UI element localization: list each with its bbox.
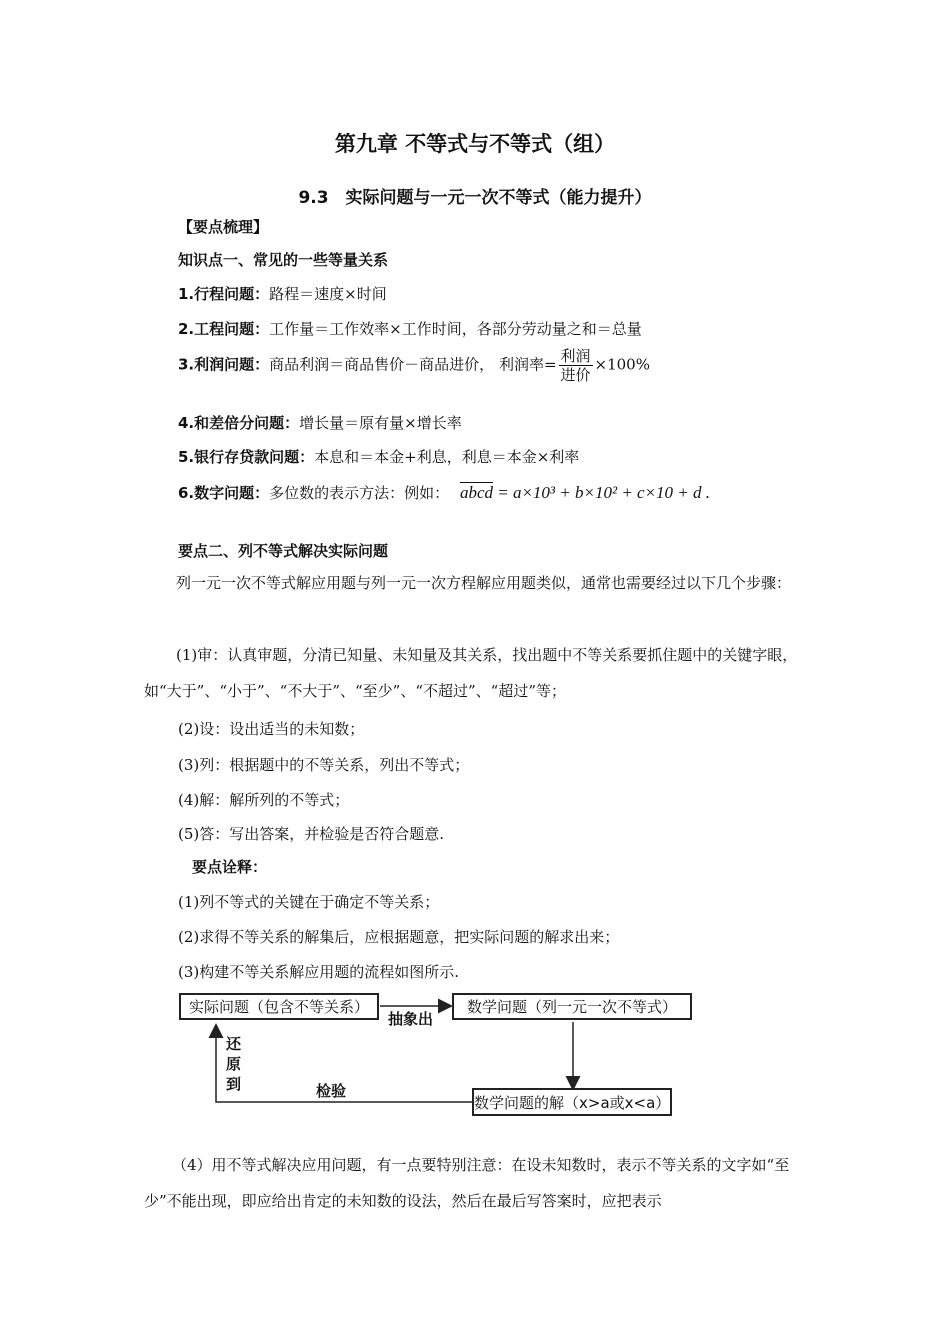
- item-work: [178, 318, 642, 339]
- step-solve: (4)解：解所列的不等式；: [178, 791, 350, 809]
- point1-title: 知识点一、常见的一些等量关系: [178, 251, 389, 269]
- note-1: (1)列不等式的关键在于确定不等关系；: [178, 893, 440, 911]
- box-math-problem: 数学问题（列一元一次不等式）: [452, 993, 692, 1020]
- item-text: 路程＝速度×时间: [269, 285, 387, 303]
- label-abstract: 抽象出: [388, 1010, 434, 1028]
- item-label: 5.银行存贷款问题：: [178, 448, 315, 466]
- item-profit: [178, 347, 650, 384]
- fraction-denominator: 进价: [560, 366, 591, 384]
- item-travel: [178, 283, 387, 304]
- profit-fraction: [559, 347, 593, 384]
- note-3: (3)构建不等关系解应用题的流程如图所示.: [178, 963, 460, 981]
- section-title: 9.3 实际问题与一元一次不等式（能力提升）: [298, 188, 652, 208]
- box-real-problem: 实际问题（包含不等关系）: [179, 993, 379, 1020]
- note-4: （4）用不等式解决应用问题，有一点要特别注意：在设未知数时，表示不等关系的文字如“至少”不能出现，即应给出肯定的未知数的设法，然后在最后写答案时，应把表示: [144, 1156, 790, 1210]
- notes-title: 要点诠释：: [192, 858, 268, 876]
- item-text: 工作量＝工作效率×工作时间，各部分劳动量之和＝总量: [269, 320, 642, 338]
- item-text: 商品利润＝商品售价－商品进价，: [269, 355, 495, 374]
- item-text: 本息和＝本金+利息，利息＝本金×利率: [314, 448, 580, 466]
- step-list: (3)列：根据题中的不等关系，列出不等式；: [178, 756, 470, 774]
- formula-expansion: = a×10³ + b×10² + c×10 + d .: [492, 483, 711, 502]
- item-label: 4.和差倍分问题：: [178, 414, 300, 432]
- item-text: 多位数的表示方法：例如：: [269, 484, 450, 502]
- item-label: 2.工程问题：: [178, 320, 270, 338]
- label-restore: 还原到: [226, 1035, 242, 1093]
- point2-intro: 列一元一次不等式解应用题与列一元一次方程解应用题类似，通常也需要经过以下几个步骤：: [176, 574, 792, 592]
- profit-rate-tail: ×100%: [594, 355, 650, 374]
- item-number: [178, 482, 710, 503]
- box-math-solution: 数学问题的解（x>a或x<a）: [472, 1088, 672, 1116]
- item-text: 增长量＝原有量×增长率: [299, 414, 462, 432]
- profit-rate-label: 利润率=: [498, 355, 557, 374]
- step-review: (1)审：认真审题，分清已知量、未知量及其关系，找出题中不等关系要抓住题中的关键字眼，如“大于”、“小于”、“不大于”、“至少”、“不超过”、“超过”等；: [144, 646, 798, 700]
- point2-title: 要点二、列不等式解决实际问题: [178, 542, 389, 560]
- formula-digits: abcd: [459, 483, 493, 502]
- label-check: 检验: [316, 1082, 347, 1100]
- item-bank: [178, 446, 579, 467]
- item-growth: [178, 412, 462, 433]
- item-label: 6.数字问题：: [178, 484, 270, 502]
- item-label: 3.利润问题：: [178, 355, 270, 374]
- fraction-numerator: 利润: [560, 347, 591, 365]
- summary-heading: 【要点梳理】: [178, 218, 269, 236]
- chapter-title: 第九章 不等式与不等式（组）: [334, 132, 616, 156]
- step-set: (2)设：设出适当的未知数；: [178, 720, 365, 738]
- step-answer: (5)答：写出答案，并检验是否符合题意.: [178, 825, 445, 843]
- note-2: (2)求得不等关系的解集后，应根据题意，把实际问题的解求出来；: [178, 928, 620, 946]
- item-label: 1.行程问题：: [178, 285, 270, 303]
